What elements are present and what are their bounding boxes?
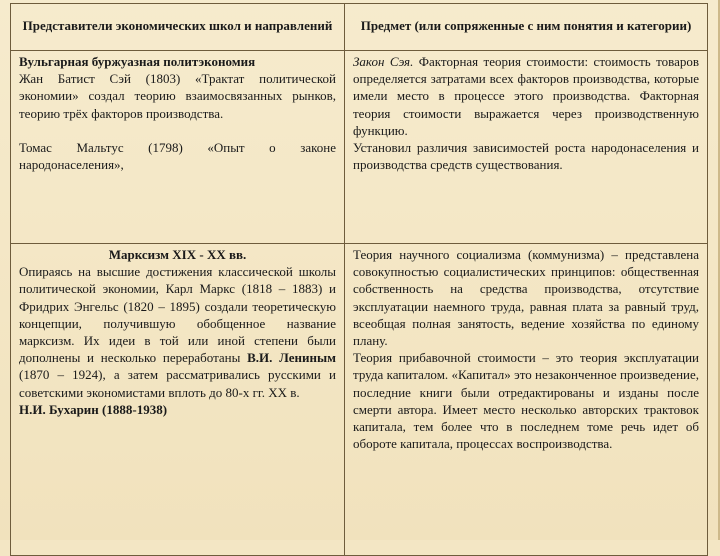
cell-marxism-schools xyxy=(11,244,345,556)
comparison-table xyxy=(10,3,708,556)
lenin-name: В.И. Лениным xyxy=(247,350,336,366)
vulgar-economy-title: Вульгарная буржуазная политэкономия xyxy=(19,54,256,69)
table-header-row xyxy=(11,4,708,51)
table-row-vulgar-economy xyxy=(11,51,708,244)
surplus-value-paragraph: Теория прибавочной стоимости – это теория эксплуатации труда капиталом. «Капитал» это незаконченное произведение, последние книги были отредактированы и изданы после смерти автора. Имеет место несколько авторских трактовок капитала, тем более что в последнем томе речь идет об обороте капитала, процессах воспроизводства. xyxy=(353,350,699,452)
cell-vulgar-economy-subject xyxy=(345,51,708,244)
say-paragraph: Жан Батист Сэй (1803) «Трактат политической экономии» создал теорию взаимосвязанных рынков, теорию трёх факторов производства. xyxy=(19,71,336,121)
marxism-title: Марксизм XIX - XX вв. xyxy=(108,247,247,262)
bukharin-name: Н.И. Бухарин (1888-1938) xyxy=(19,401,168,417)
marx-engels-text: Опираясь на высшие достижения классической школы политической экономии, Карл Маркс (1818 – 1883) и Фридрих Энгельс (1820 – 1895) создали теоретическую концепции, получившую обобщенное название марксизм. Их идеи в той или иной степени были дополнены и несколько переработаны xyxy=(19,264,336,366)
cell-marxism-subject xyxy=(345,244,708,556)
malthus-paragraph: Томас Мальтус (1798) «Опыт о законе народонаселения», xyxy=(19,139,336,173)
say-law-title: Закон Сэя. xyxy=(353,54,414,69)
header-subject: Предмет (или сопряженные с ним понятия и категории) xyxy=(345,4,708,51)
factor-theory-text: Факторная теория стоимости: стоимость товаров определяется затратами всех факторов производства, которые имели место в процессе этого производства. Факторная теория стоимости выражается через производственную функцию. xyxy=(353,54,699,138)
table-row-marxism xyxy=(11,244,708,556)
scientific-socialism-paragraph: Теория научного социализма (коммунизма) – представлена совокупностью социалистических принципов: общественная собственность на средства производства, отсутствие эксплуатации наемного труда, равная плата за равный труд, всеобщая полная занятость, ведение хозяйства по единому плану. xyxy=(353,247,699,349)
marx-engels-paragraph xyxy=(19,263,336,401)
marx-engels-text-end: (1870 – 1924), а затем рассматривались русскими и советскими экономистами вплоть до 80-х гг. XX в. xyxy=(19,367,336,400)
say-law-paragraph xyxy=(353,53,699,139)
cell-vulgar-economy-schools xyxy=(11,51,345,244)
population-paragraph: Установил различия зависимостей роста народонаселения и производства средств существования. xyxy=(353,140,699,173)
header-schools: Представители экономических школ и направлений xyxy=(11,4,345,51)
